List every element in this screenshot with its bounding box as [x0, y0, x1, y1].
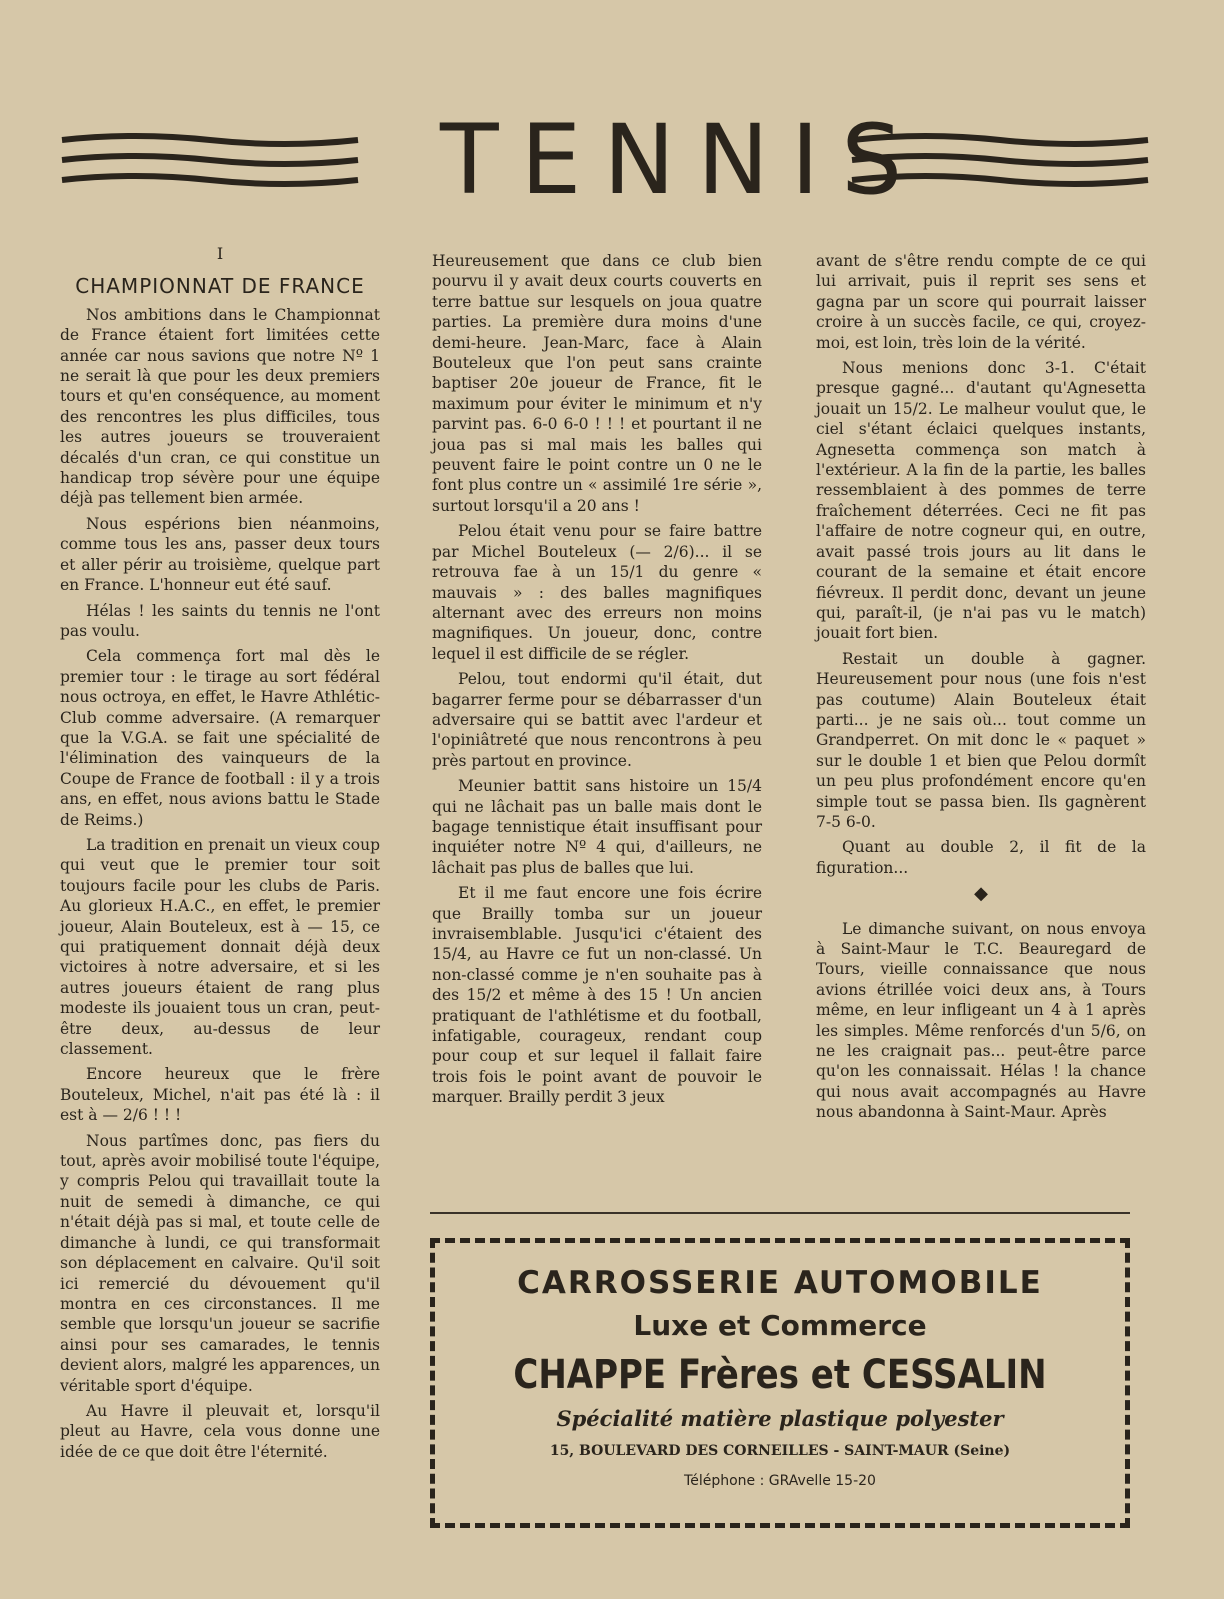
ad-address: 15, BOULEVARD DES CORNEILLES - SAINT-MAUR (Seine) [549, 1443, 1011, 1459]
left-wavy-rule [60, 128, 360, 188]
paragraph: Pelou était venu pour se faire battre par Michel Bouteleux (— 2/6)... il se retrouva fae à un 15/1 du genre « mauvais » : des balles magnifiques alternant avec des erreurs non moins magnifiques. Un joueur, donc, contre lequel il est difficile de se régler. [432, 522, 762, 663]
paragraph: Nos ambitions dans le Championnat de France étaient fort limitées cette année car nous savions que notre Nº 1 ne serait là que pour les deux premiers tours et qu'en conséquence, au moment des rencontres les plus difficiles, tous les autres joueurs se trouveraient décalés d'un cran, ce qui constitue un handicap trop sévère pour une équipe déjà pas tellement bien armée. [60, 305, 380, 508]
section-heading: CHAMPIONNAT DE FRANCE [75, 274, 365, 299]
paragraph: Pelou, tout endormi qu'il était, dut bagarrer ferme pour se débarrasser d'un adversaire qui se battit avec l'ardeur et l'opiniâtreté que nous rencontrons à peu près partout en province. [432, 670, 762, 770]
ad-headline: CARROSSERIE AUTOMOBILE [517, 1265, 1043, 1301]
advertisement-box [430, 1238, 1130, 1528]
paragraph: La tradition en prenait un vieux coup qui veut que le premier tour soit toujours facile pour les clubs de Paris. Au glorieux H.A.C., en effet, le premier joueur, Alain Bouteleux, est à — 15, ce qui pratiquement donnait déjà deux victoires à notre adversaire, et si les autres joueurs étaient de rang plus modeste ils jouaient tous un cran, peut-être deux, au-dessus de leur classement. [60, 835, 380, 1059]
paragraph: Nous menions donc 3-1. C'était presque gagné... d'autant qu'Agnesetta jouait un 15/2. Le malheur voulut que, le ciel s'étant éclaici quelques instants, Agnesetta commença son match à l'extérieur. A la fin de la partie, les balles ressemblaient à des pommes de terre fraîchement déterrées. Ceci ne fit pas l'affaire de notre cogneur qui, en outre, avait passé trois jours au lit dans le courant de la semaine et était encore fiévreux. Il perdit donc, devant un jeune qui, paraît-il, (je n'ai pas vu le match) jouait fort bien. [816, 359, 1146, 643]
title-banner [60, 104, 1160, 216]
paragraph: Heureusement que dans ce club bien pourvu il y avait deux courts couverts en terre battue sur lesquels on joua quatre parties. La première dura moins d'une demi-heure. Jean-Marc, face à Alain Bouteleux que l'on peut sans crainte baptiser 20e joueur de France, fit le maximum pour éviter le minimum et n'y parvint pas. 6-0 6-0 ! ! ! et pourtant il ne joua pas si mal mais les balles qui peuvent faire le point contre un 0 ne le font plus contre un « assimilé 1re série », surtout lorsqu'il a 20 ans ! [432, 252, 762, 515]
ad-telephone: Téléphone : GRAvelle 15-20 [684, 1473, 876, 1489]
paragraph: Cela commença fort mal dès le premier tour : le tirage au sort fédéral nous octroya, en effet, le Havre Athlétic-Club comme adversaire. (A remarquer que la V.G.A. se fait une spécialité de l'élimination des vainqueurs de la Coupe de France de football : il y a trois ans, en effet, nous avions battu le Stade de Reims.) [60, 647, 380, 829]
paragraph: Et il me faut encore une fois écrire que Brailly tomba sur un joueur invraisemblable. Jusqu'ici c'étaient des 15/4, au Havre ce fut un non-classé. Un non-classé comme je n'en souhaite pas à des 15/2 et même à des 15 ! Un ancien pratiquant de l'athlétisme et du football, infatigable, courageux, rendant coup pour coup et sur lequel il fallait faire trois fois le point avant de pouvoir le marquer. Brailly perdit 3 jeux [432, 884, 762, 1107]
page-title: TENNIS [440, 104, 925, 216]
paragraph: Restait un double à gagner. Heureusement pour nous (une fois n'est pas coutume) Alain Bouteleux était parti... je ne sais où... tout comme un Grandperret. On mit donc le « paquet » sur le double 1 et bien que Pelou dormît un peu plus profondément encore qu'en simple tout se passa bien. Ils gagnèrent 7-5 6-0. [816, 649, 1146, 831]
paragraph: Le dimanche suivant, on nous envoya à Saint-Maur le T.C. Beauregard de Tours, vieille connaissance que nous avions étrillée voici deux ans, à Tours même, en leur infligeant un 4 à 1 après les simples. Même renforcés d'un 5/6, on ne les craignait pas... peut-être parce qu'on les connaissait. Hélas ! la chance qui nous avait accompagnés au Havre nous abandonna à Saint-Maur. Après [816, 919, 1146, 1122]
ad-specialty: Spécialité matière plastique polyester [556, 1406, 1004, 1431]
article-column-1 [60, 244, 380, 1467]
diamond-separator-icon: ◆ [974, 883, 988, 905]
article-column-2 [432, 251, 762, 1113]
paragraph: Hélas ! les saints du tennis ne l'ont pas voulu. [60, 601, 380, 640]
article-column-3 [816, 251, 1146, 1128]
paragraph: avant de s'être rendu compte de ce qui lui arrivait, puis il reprit ses sens et gagna par un score qui pourrait laisser croire à un succès facile, ce qui, croyez-moi, est loin, très loin de la vérité. [816, 252, 1146, 352]
right-wavy-rule [850, 128, 1150, 188]
section-number: I [216, 244, 224, 263]
ad-subheadline: Luxe et Commerce [633, 1309, 927, 1342]
paragraph: Au Havre il pleuvait et, lorsqu'il pleut au Havre, cela vous donne une idée de ce que doit être l'éternité. [60, 1401, 380, 1461]
ad-company-name: CHAPPE Frères et CESSALIN [513, 1352, 1047, 1398]
paragraph: Nous partîmes donc, pas fiers du tout, après avoir mobilisé toute l'équipe, y compris Pelou qui travaillait toute la nuit de semedi à dimanche, ce qui n'était déjà pas si mal, et toute celle de dimanche à lundi, ce qui transformait son déplacement en calvaire. Qu'il soit ici remercié du dévouement qu'il montra en ces circonstances. Il me semble que lorsqu'un joueur se sacrifie ainsi pour ses camarades, le tennis devient alors, malgré les apparences, un véritable sport d'équipe. [60, 1131, 380, 1395]
horizontal-divider [430, 1212, 1130, 1214]
paragraph: Quant au double 2, il fit de la figuration... [816, 838, 1146, 877]
paragraph: Meunier battit sans histoire un 15/4 qui ne lâchait pas un balle mais dont le bagage tennistique était insuffisant pour inquiéter notre Nº 4 qui, d'ailleurs, ne lâchait pas plus de balles que lui. [432, 777, 762, 877]
paragraph: Nous espérions bien néanmoins, comme tous les ans, passer deux tours et aller périr au troisième, quelque part en France. L'honneur eut été sauf. [60, 514, 380, 595]
paragraph: Encore heureux que le frère Bouteleux, Michel, n'ait pas été là : il est à — 2/6 ! ! ! [60, 1065, 380, 1125]
